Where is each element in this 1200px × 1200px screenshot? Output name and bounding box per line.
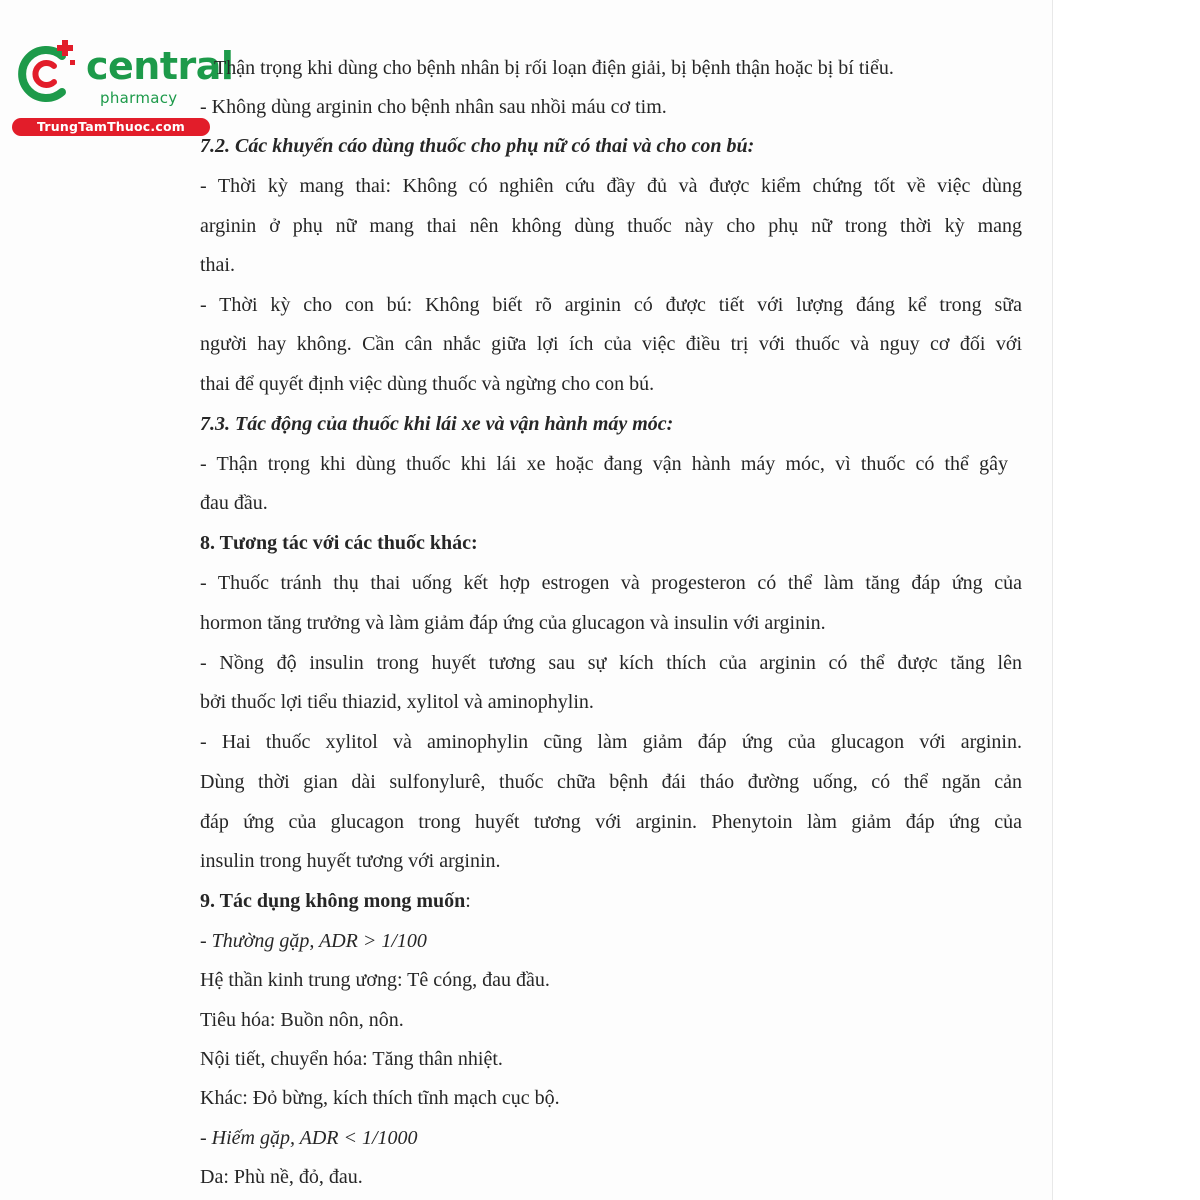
contraindication-line: - Không dùng arginin cho bệnh nhân sau nhồi máu cơ tim.	[200, 96, 667, 118]
logo-subtitle: pharmacy	[100, 89, 178, 107]
common-effect-endocrine: Nội tiết, chuyển hóa: Tăng thân nhiệt.	[200, 1048, 503, 1070]
pregnancy-line-2: arginin ở phụ nữ mang thai nên không dùng thuốc này cho phụ nữ trong thời kỳ mang	[200, 215, 1022, 237]
pregnancy-line-3: thai.	[200, 254, 235, 276]
rare-effects-heading: - Hiếm gặp, ADR < 1/1000	[200, 1127, 418, 1149]
common-effects-heading: - Thường gặp, ADR > 1/100	[200, 930, 427, 952]
breastfeeding-line-1: - Thời kỳ cho con bú: Không biết rõ arginin có được tiết với lượng đáng kể trong sữa	[200, 294, 1022, 316]
interaction-a-line-1: - Thuốc tránh thụ thai uống kết hợp estrogen và progesteron có thể làm tăng đáp ứng của	[200, 572, 1022, 594]
section-9-heading	[200, 888, 471, 914]
breastfeeding-line-2: người hay không. Cần cân nhắc giữa lợi ích của việc điều trị với thuốc và nguy cơ đối với	[200, 333, 1022, 355]
section-7-2-heading: 7.2. Các khuyến cáo dùng thuốc cho phụ nữ có thai và cho con bú:	[200, 135, 755, 157]
breastfeeding-line-3: thai để quyết định việc dùng thuốc và ngừng cho con bú.	[200, 373, 655, 395]
driving-line-1: - Thận trọng khi dùng thuốc khi lái xe hoặc đang vận hành máy móc, vì thuốc có thể gây	[200, 453, 1008, 475]
interaction-c-line-4: insulin trong huyết tương với arginin.	[200, 850, 501, 872]
interaction-c-line-2: Dùng thời gian dài sulfonylurê, thuốc chữa bệnh đái tháo đường uống, có thể ngăn cản	[200, 771, 1022, 793]
interaction-c-line-3: đáp ứng của glucagon trong huyết tương với arginin. Phenytoin làm giảm đáp ứng của	[200, 811, 1022, 833]
driving-line-2: đau đầu.	[200, 492, 268, 514]
common-effect-other: Khác: Đỏ bừng, kích thích tĩnh mạch cục bộ.	[200, 1087, 560, 1109]
section-8-heading: 8. Tương tác với các thuốc khác:	[200, 532, 478, 554]
common-effect-cns: Hệ thần kinh trung ương: Tê cóng, đau đầu.	[200, 969, 550, 991]
pregnancy-line-1: - Thời kỳ mang thai: Không có nghiên cứu đầy đủ và được kiểm chứng tốt về việc dùng	[200, 175, 1022, 197]
common-effect-digestive: Tiêu hóa: Buồn nôn, nôn.	[200, 1009, 404, 1031]
logo-name: central	[86, 44, 234, 88]
section-9-title: 9. Tác dụng không mong muốn	[200, 890, 466, 912]
interaction-b-line-1: - Nồng độ insulin trong huyết tương sau sự kích thích của arginin có thể được tăng lên	[200, 652, 1022, 674]
logo-website-banner: TrungTamThuoc.com	[12, 118, 210, 136]
section-9-colon: :	[465, 890, 471, 912]
caution-line: Thận trọng khi dùng cho bệnh nhân bị rối loạn điện giải, bị bệnh thận hoặc bị bí tiểu.	[214, 57, 894, 79]
interaction-a-line-2: hormon tăng trưởng và làm giảm đáp ứng của glucagon và insulin với arginin.	[200, 612, 826, 634]
interaction-b-line-2: bởi thuốc lợi tiểu thiazid, xylitol và aminophylin.	[200, 691, 594, 713]
interaction-c-line-1: - Hai thuốc xylitol và aminophylin cũng làm giảm đáp ứng của glucagon với arginin.	[200, 731, 1022, 753]
section-7-3-heading: 7.3. Tác động của thuốc khi lái xe và vận hành máy móc:	[200, 413, 674, 435]
rare-effect-skin: Da: Phù nề, đỏ, đau.	[200, 1166, 363, 1188]
